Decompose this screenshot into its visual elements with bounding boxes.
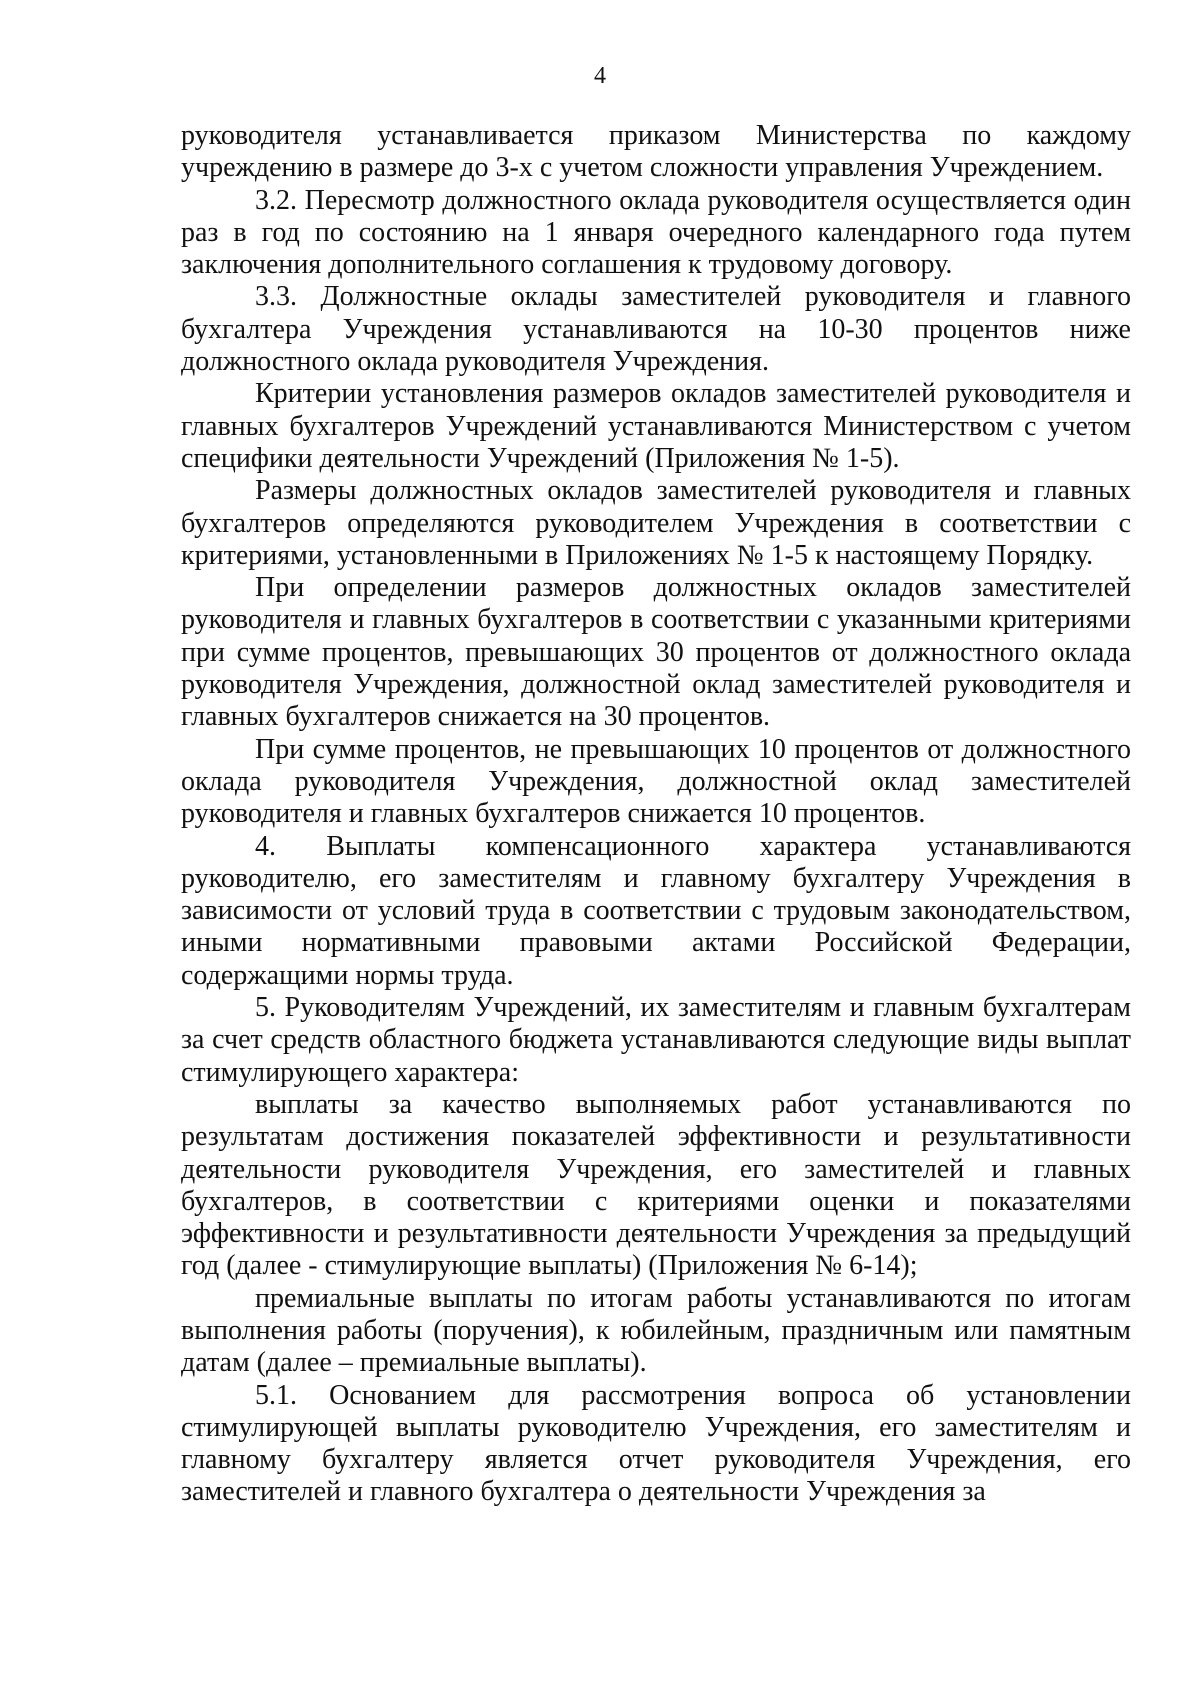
paragraph-criteria: Критерии установления размеров окладов заместителей руководителя и главных бухгалтеров Учреждений устанавливаются Министерством с учетом специфики деятельности Учреждений (Приложения № 1-5). <box>181 378 1131 474</box>
paragraph-bonus-payments: премиальные выплаты по итогам работы устанавливаются по итогам выполнения работы (поручения), к юбилейным, праздничным или памятным датам (далее – премиальные выплаты). <box>181 1282 1131 1379</box>
paragraph-under-10: При сумме процентов, не превышающих 10 процентов от должностного оклада руководителя Учреждения, должностной оклад заместителей руководителя и главных бухгалтеров снижается 10 процентов. <box>181 733 1131 830</box>
paragraph-3-3: 3.3. Должностные оклады заместителей руководителя и главного бухгалтера Учреждения устанавливаются на 10-30 процентов ниже должностного оклада руководителя Учреждения. <box>181 281 1131 378</box>
page-number: 4 <box>594 63 606 89</box>
paragraph-5: 5. Руководителям Учреждений, их заместителям и главным бухгалтерам за счет средств областного бюджета устанавливаются следующие виды выплат стимулирующего характера: <box>181 992 1131 1088</box>
paragraph-4: 4. Выплаты компенсационного характера устанавливаются руководителю, его заместителям и главному бухгалтеру Учреждения в зависимости от условий труда в соответствии с трудовым законодательством, иными нормативными правовыми актами Российской Федерации, содержащими нормы труда. <box>181 830 1131 991</box>
paragraph-5-1: 5.1. Основанием для рассмотрения вопроса об установлении стимулирующей выплаты руководителю Учреждения, его заместителям и главному бухгалтеру является отчет руководителя Учреждения, его заместителей и главного бухгалтера о деятельности Учреждения за <box>181 1379 1131 1508</box>
document-body <box>181 120 1131 1509</box>
paragraph-continuation: руководителя устанавливается приказом Министерства по каждому учреждению в размере до 3-х с учетом сложности управления Учреждением. <box>181 120 1131 184</box>
paragraph-3-2: 3.2. Пересмотр должностного оклада руководителя осуществляется один раз в год по состоянию на 1 января очередного календарного года путем заключения дополнительного соглашения к трудовому договору. <box>181 184 1131 281</box>
paragraph-quality-payments: выплаты за качество выполняемых работ устанавливаются по результатам достижения показателей эффективности и результативности деятельности руководителя Учреждения, его заместителей и главных бухгалтеров, в соответствии с критериями оценки и показателями эффективности и результативности деятельности Учреждения за предыдущий год (далее - стимулирующие выплаты) (Приложения № 6-14); <box>181 1088 1131 1282</box>
paragraph-salary-sizes: Размеры должностных окладов заместителей руководителя и главных бухгалтеров определяются руководителем Учреждения в соответствии с критериями, установленными в Приложениях № 1-5 к настоящему Порядку. <box>181 475 1131 571</box>
paragraph-over-30: При определении размеров должностных окладов заместителей руководителя и главных бухгалтеров в соответствии с указанными критериями при сумме процентов, превышающих 30 процентов от должностного оклада руководителя Учреждения, должностной оклад заместителей руководителя и главных бухгалтеров снижается на 30 процентов. <box>181 572 1131 733</box>
